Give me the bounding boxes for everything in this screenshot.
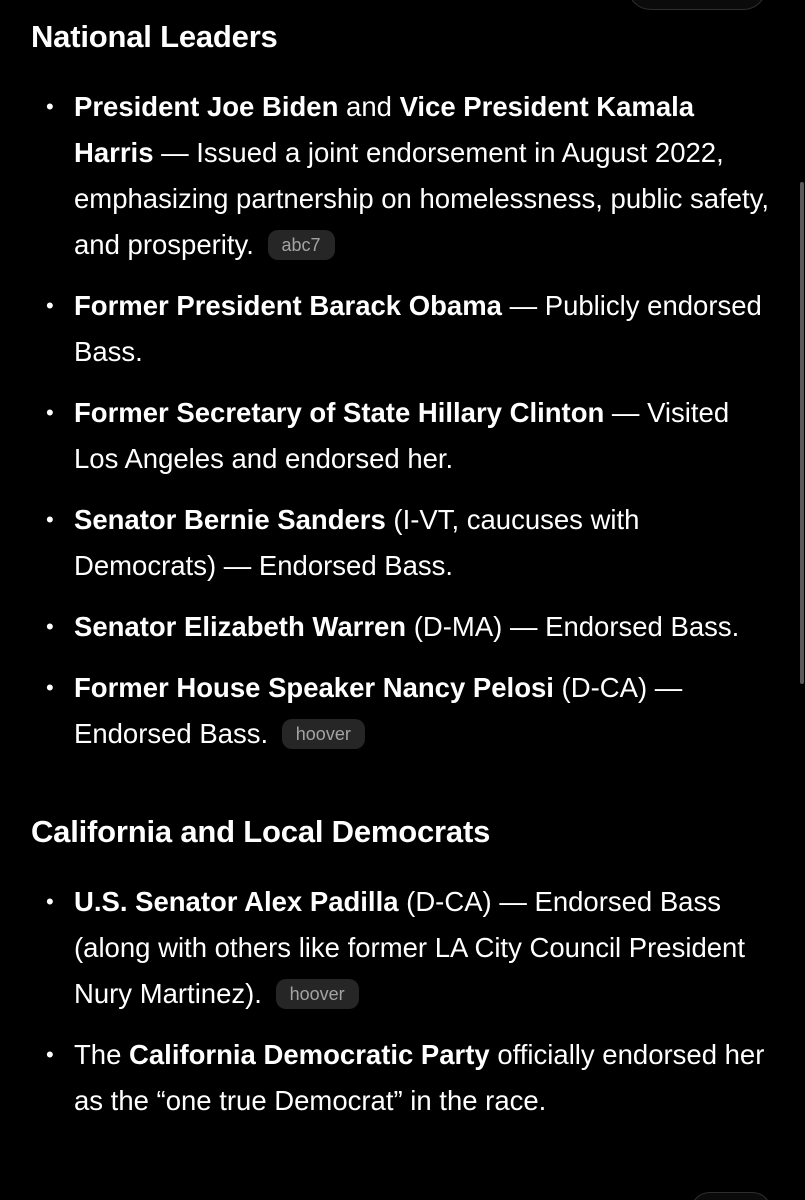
item-text: (I-VT, caucuses with Democrats) — Endorsed Bass. [74, 504, 640, 581]
item-text: — Visited Los Angeles and endorsed her. [74, 397, 730, 474]
item-text: — Issued a joint endorsement in August 2022, emphasizing partnership on homelessness, public safety, and prosperity. [74, 137, 770, 260]
item-bold: Senator Bernie Sanders [74, 504, 386, 535]
bullet-icon: • [46, 614, 54, 639]
item-bold: Former Secretary of State Hillary Clinton [74, 397, 605, 428]
bullet-icon: • [46, 507, 54, 532]
list-item [31, 665, 776, 757]
section-heading-california-local: California and Local Democrats [31, 814, 491, 849]
bullet-icon: • [46, 293, 54, 318]
item-bold: Former President Barack Obama [74, 290, 502, 321]
list-item [31, 604, 776, 650]
top-floating-button[interactable] [627, 0, 767, 10]
citation-chip-abc7[interactable]: abc7 [268, 230, 335, 260]
list-item [31, 497, 776, 589]
section-heading-national-leaders: National Leaders [31, 19, 278, 54]
bottom-floating-button[interactable] [690, 1192, 772, 1200]
list-item [31, 84, 776, 268]
item-text: — Publicly endorsed Bass. [74, 290, 762, 367]
item-bold: California Democratic Party [129, 1039, 490, 1070]
citation-chip-hoover[interactable]: hoover [282, 719, 365, 749]
list-item [31, 1032, 776, 1124]
scrollbar-thumb[interactable] [800, 182, 804, 684]
list-item [31, 283, 776, 375]
item-text: The [74, 1039, 130, 1070]
item-bold: Vice President Kamala Harris [74, 91, 695, 168]
item-bold: President Joe Biden [74, 91, 339, 122]
bullet-icon: • [46, 400, 54, 425]
bullet-icon: • [46, 94, 54, 119]
response-content [31, 14, 776, 1139]
item-bold: Senator Elizabeth Warren [74, 611, 407, 642]
list-item [31, 390, 776, 482]
bullet-icon: • [46, 675, 54, 700]
bullet-icon: • [46, 1042, 54, 1067]
item-text: (D-CA) — Endorsed Bass. [74, 672, 683, 749]
item-bold: Former House Speaker Nancy Pelosi [74, 672, 554, 703]
item-bold: U.S. Senator Alex Padilla [74, 886, 399, 917]
list-item [31, 879, 776, 1017]
item-text: and [338, 91, 400, 122]
bullet-icon: • [46, 889, 54, 914]
citation-chip-hoover[interactable]: hoover [276, 979, 359, 1009]
item-text: (D-MA) — Endorsed Bass. [406, 611, 740, 642]
national-leaders-list [31, 84, 776, 757]
item-text: officially endorsed her as the “one true Democrat” in the race. [74, 1039, 765, 1116]
item-text: (D-CA) — Endorsed Bass (along with others like former LA City Council President Nury Martinez). [74, 886, 745, 1009]
california-democrats-list [31, 879, 776, 1124]
